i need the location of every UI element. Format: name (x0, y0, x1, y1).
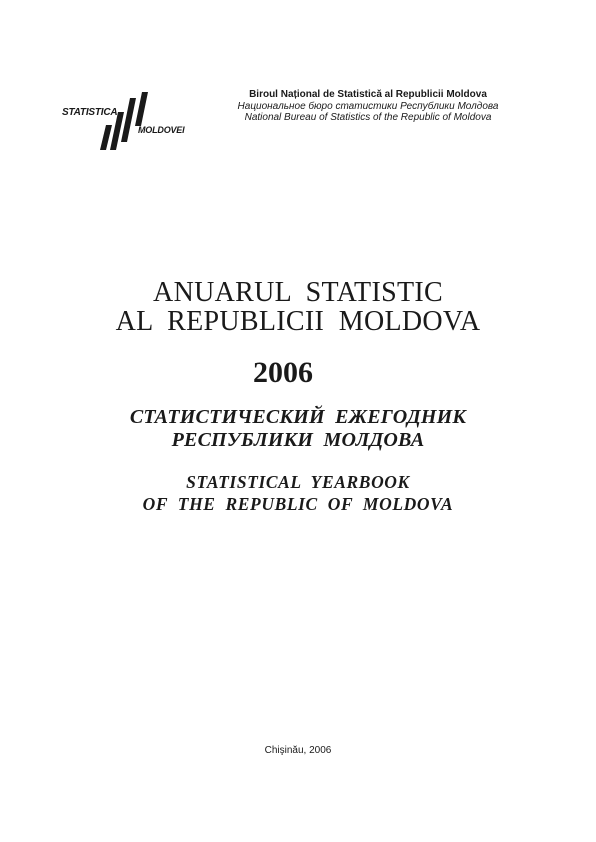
logo-bars-icon (98, 90, 168, 154)
title-romanian (0, 278, 596, 336)
title-en-line-1: STATISTICAL YEARBOOK (186, 472, 410, 492)
title-ro-line-2: AL REPUBLICII MOLDOVA (115, 306, 481, 337)
place-and-date: Chişinău, 2006 (264, 745, 332, 756)
institution-name-en: National Bureau of Statistics of the Republic of Moldova (244, 112, 492, 123)
title-ro-line-1: ANUARUL STATISTIC (153, 277, 443, 308)
logo-text-statistica: STATISTICA (62, 107, 118, 118)
edition-year: 2006 (253, 356, 313, 389)
title-english (0, 471, 596, 515)
title-en-line-2: OF THE REPUBLIC OF MOLDOVA (142, 494, 454, 514)
institution-name-ro: Biroul Național de Statistică al Republicii Moldova (249, 89, 487, 100)
title-ru-line-1: СТАТИСТИЧЕСКИЙ ЕЖЕГОДНИК (129, 406, 467, 428)
logo-text-moldovei: MOLDOVEI (138, 125, 185, 135)
statistica-moldovei-logo (62, 90, 200, 154)
institution-header (218, 89, 518, 124)
institution-name-ru: Национальное бюро статистики Республики Молдова (237, 100, 499, 112)
title-ru-line-2: РЕСПУБЛИКИ МОЛДОВА (171, 429, 425, 451)
title-russian (0, 406, 596, 452)
